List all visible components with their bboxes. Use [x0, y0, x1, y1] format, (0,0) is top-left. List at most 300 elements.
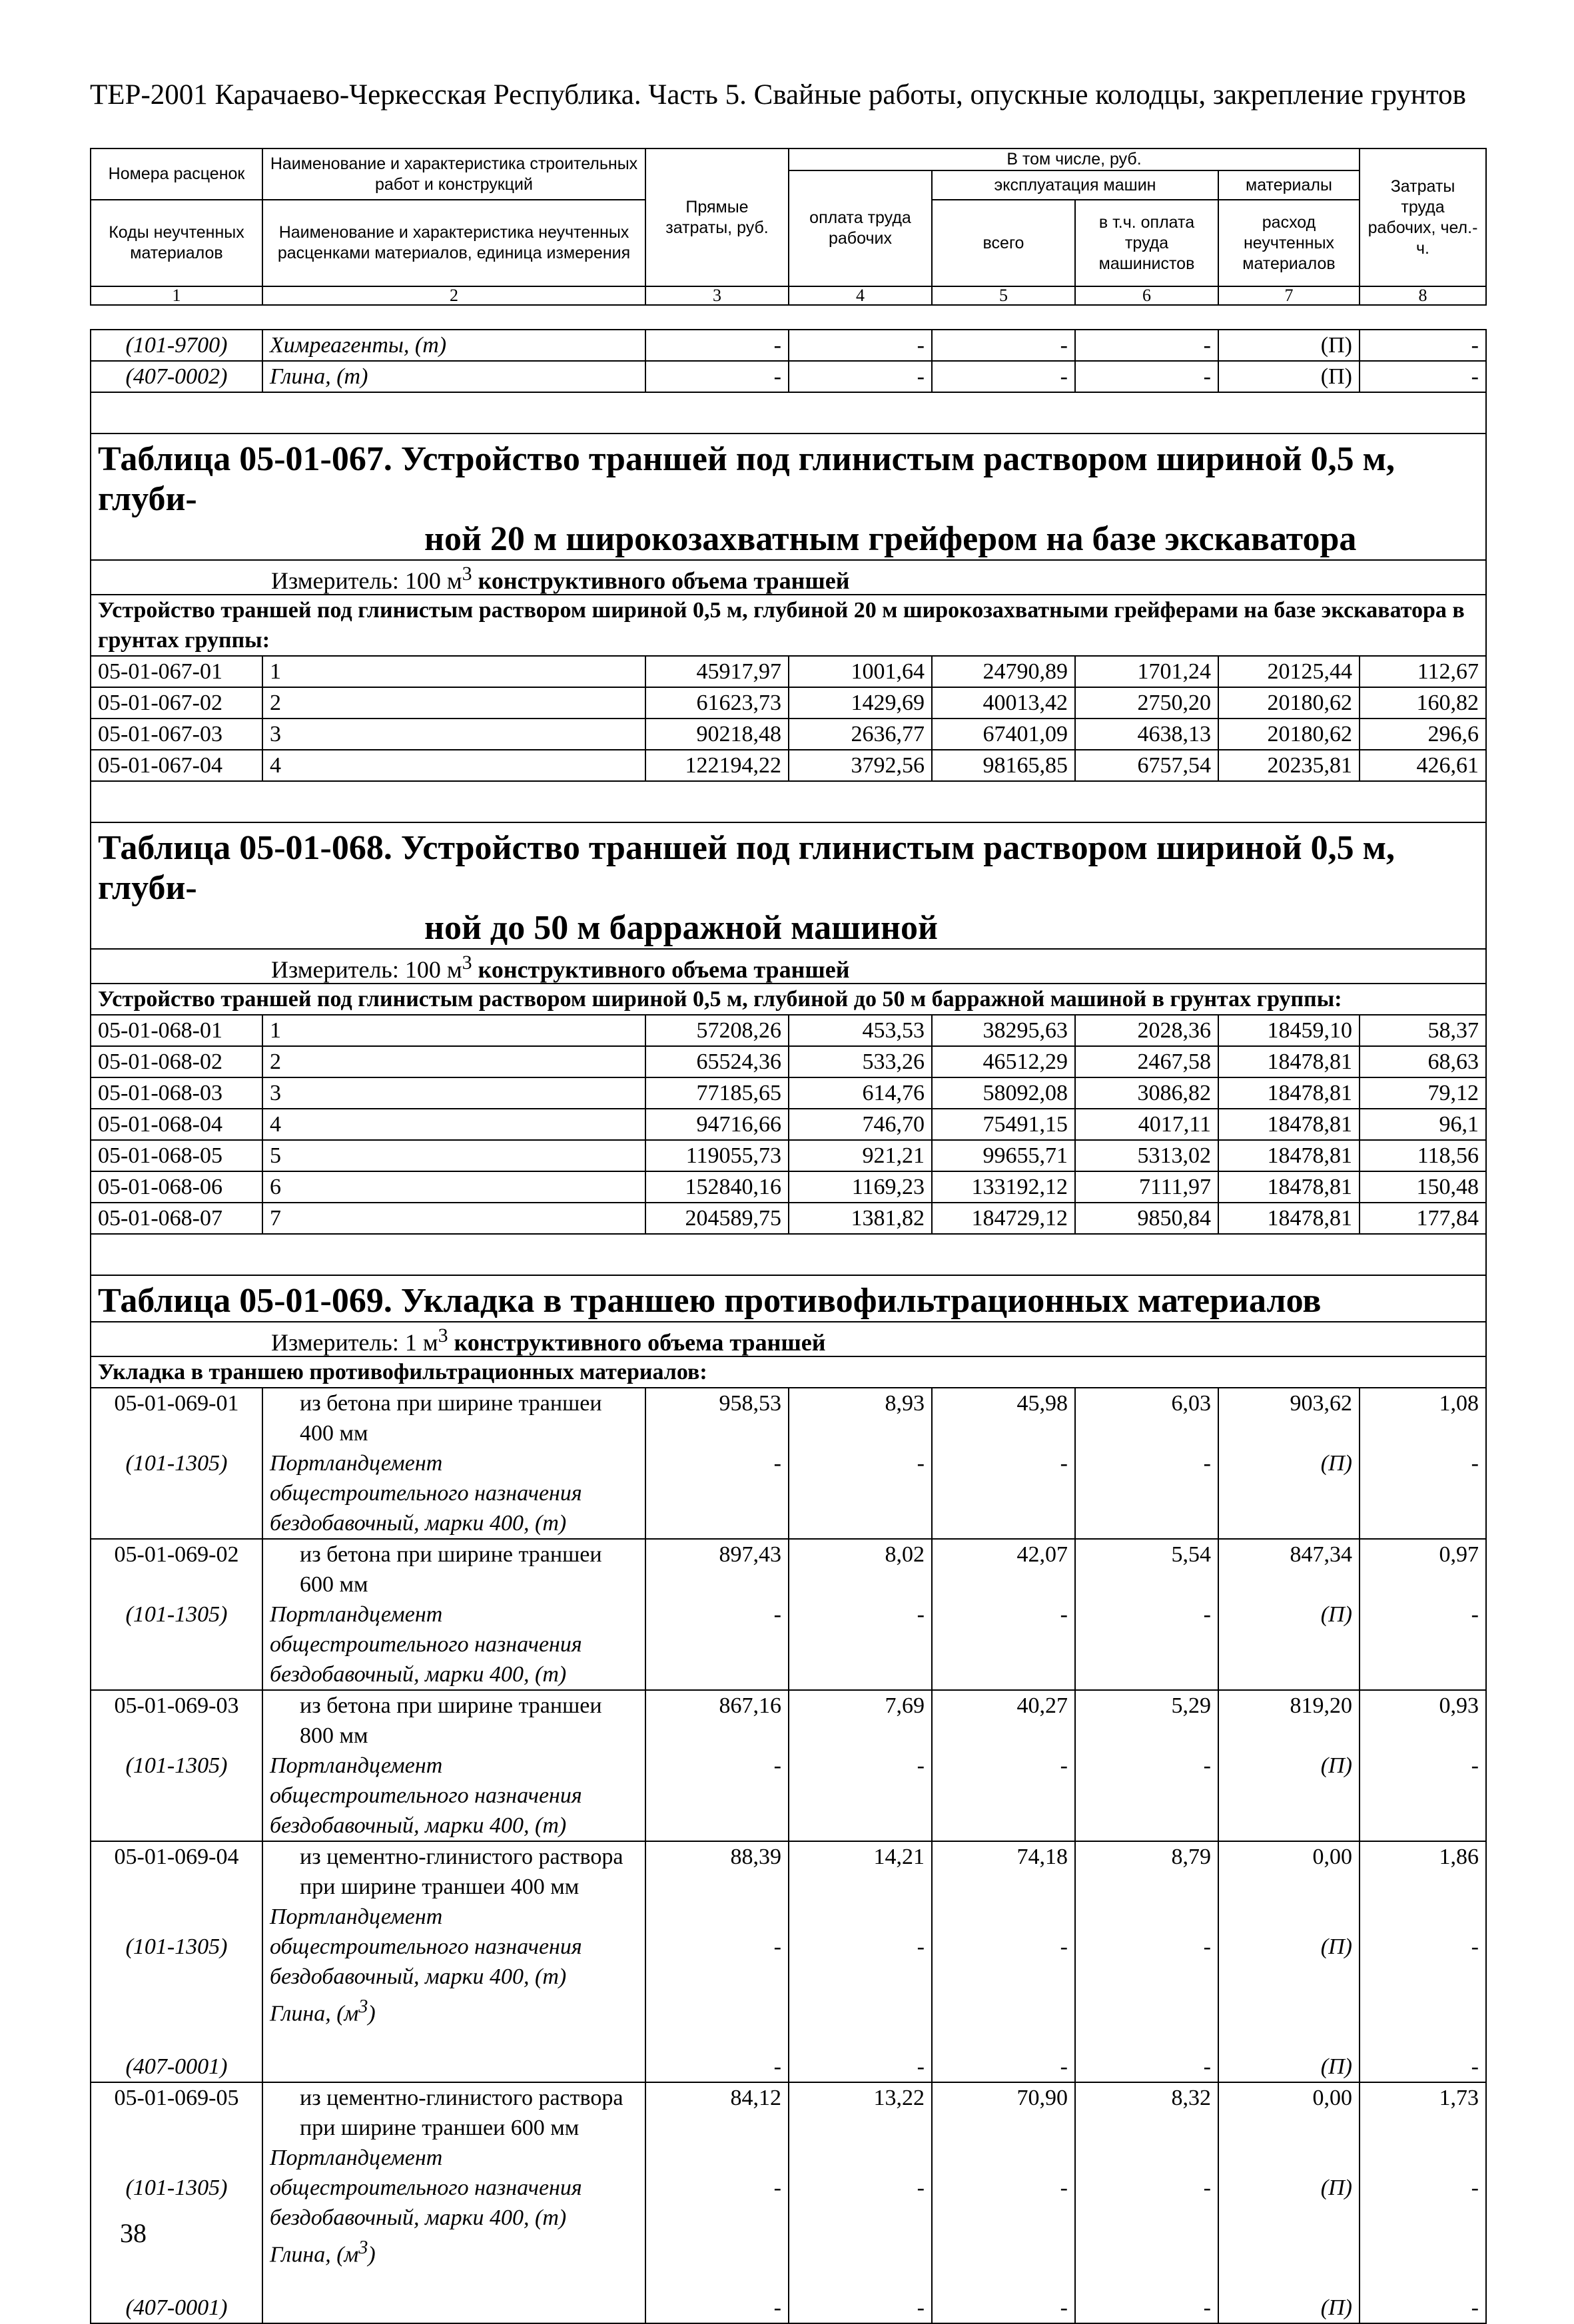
measure-prefix: Измеритель: 100 м	[271, 956, 462, 983]
dash: -	[1203, 2054, 1211, 2079]
value-cell: 20180,62	[1218, 719, 1360, 750]
table-row	[91, 2082, 1486, 2323]
value-cell	[645, 2082, 789, 2323]
value-cell: 746,70	[789, 1109, 932, 1140]
table-title-row	[91, 822, 1486, 949]
work-name: из бетона при ширине траншеи 600 мм	[300, 1542, 602, 1597]
value-cell: 177,84	[1360, 1203, 1486, 1234]
dash: -	[1203, 2176, 1211, 2200]
value: 88,39	[730, 1845, 781, 1869]
header-labor-cost: Затраты труда рабочих, чел.-ч.	[1360, 148, 1486, 286]
rates-table	[90, 329, 1487, 2324]
value-cell: 90218,48	[645, 719, 789, 750]
work-name: Химреагенты, (т)	[262, 330, 645, 361]
value-cell: -	[1075, 330, 1218, 361]
table-title-row	[91, 1275, 1486, 1322]
work-name: 6	[262, 1171, 645, 1203]
measure-exp: 3	[462, 952, 472, 974]
rate-code: (407-0002)	[91, 361, 262, 392]
header-materials-sub: расход неучтенных материалов	[1218, 200, 1360, 286]
value-cell: 98165,85	[932, 750, 1075, 781]
value-cell	[1075, 1539, 1218, 1690]
table-row	[91, 1203, 1486, 1234]
value: 6,03	[1171, 1391, 1211, 1416]
dash: -	[1060, 2295, 1068, 2320]
value-cell: 57208,26	[645, 1015, 789, 1046]
material-name: Портландцемент общестроительного назначения бездобавочный, марки 400, (т)	[270, 2146, 582, 2230]
work-name: из цементно-глинистого раствора при ширине траншеи 600 мм	[300, 2086, 623, 2140]
work-name: 2	[262, 687, 645, 719]
measure-row-cell	[91, 560, 1486, 595]
measure-exp: 3	[438, 1324, 448, 1346]
value-cell: 45917,97	[645, 656, 789, 687]
value-cell: 18478,81	[1218, 1046, 1360, 1077]
spacer	[91, 781, 1486, 822]
dash: -	[1471, 1753, 1479, 1778]
table-row	[91, 1046, 1486, 1077]
value-cell: 9850,84	[1075, 1203, 1218, 1234]
material-name: Портландцемент общестроительного назначения бездобавочный, марки 400, (т)	[270, 1753, 582, 1838]
value-cell: 1001,64	[789, 656, 932, 687]
rate-code: 05-01-068-07	[91, 1203, 262, 1234]
table-row	[91, 1539, 1486, 1690]
work-name: 5	[262, 1140, 645, 1171]
value: 8,02	[885, 1542, 925, 1567]
value-cell: 20235,81	[1218, 750, 1360, 781]
header-machines-total: всего	[932, 200, 1075, 286]
value-cell: 1701,24	[1075, 656, 1218, 687]
value-cell: 133192,12	[932, 1171, 1075, 1203]
value-cell: 160,82	[1360, 687, 1486, 719]
measure-row	[91, 949, 1486, 984]
value: 70,90	[1016, 2086, 1068, 2110]
value-cell: 79,12	[1360, 1077, 1486, 1109]
value: 0,93	[1439, 1693, 1479, 1718]
header-col2-top: Наименование и характеристика строительных работ и конструкций	[262, 148, 645, 200]
rate-code: 05-01-067-04	[91, 750, 262, 781]
value-cell: 296,6	[1360, 719, 1486, 750]
header-materials: материалы	[1218, 170, 1360, 200]
work-name: 2	[262, 1046, 645, 1077]
value: 8,32	[1171, 2086, 1211, 2110]
value: 5,29	[1171, 1693, 1211, 1718]
value: 40,27	[1016, 1693, 1068, 1718]
value-cell: (П)	[1218, 330, 1360, 361]
rate-code-cell	[91, 1539, 262, 1690]
material-code: (101-1305)	[125, 1934, 228, 1959]
value-cell: 61623,73	[645, 687, 789, 719]
value: 958,53	[719, 1391, 781, 1416]
value-cell: -	[1360, 361, 1486, 392]
measure-row	[91, 1322, 1486, 1356]
work-name-cell	[262, 1841, 645, 2082]
value-cell: 18478,81	[1218, 1140, 1360, 1171]
dash: -	[1471, 1451, 1479, 1476]
clay-prefix: Глина, (м	[270, 2242, 359, 2267]
measure-unit	[98, 1322, 1479, 1356]
measure-suffix: конструктивного объема траншей	[448, 1329, 826, 1356]
header-col2-bottom: Наименование и характеристика неучтенных расценками материалов, единица измерения	[262, 200, 645, 286]
table-row	[91, 1140, 1486, 1171]
value-cell: 118,56	[1360, 1140, 1486, 1171]
value-cell: 18459,10	[1218, 1015, 1360, 1046]
value-cell: 18478,81	[1218, 1109, 1360, 1140]
group-intro-row	[91, 1356, 1486, 1388]
table-title-row-cell	[91, 1275, 1486, 1322]
value-cell	[932, 1690, 1075, 1841]
value-cell	[932, 2082, 1075, 2323]
value-cell: 614,76	[789, 1077, 932, 1109]
material-code: (101-1305)	[125, 1451, 228, 1476]
rate-code: 05-01-068-05	[91, 1140, 262, 1171]
table-row	[91, 361, 1486, 392]
measure-row-cell	[91, 949, 1486, 984]
material-p: (П)	[1320, 2295, 1352, 2320]
dash: -	[1060, 2054, 1068, 2079]
table-row	[91, 1841, 1486, 2082]
spacer-cell	[91, 392, 1486, 434]
table-row	[91, 1109, 1486, 1140]
value-cell	[1360, 1690, 1486, 1841]
column-number: 5	[932, 286, 1075, 305]
dash: -	[1471, 2054, 1479, 2079]
dash: -	[1060, 1753, 1068, 1778]
value-cell: 921,21	[789, 1140, 932, 1171]
value-cell: 204589,75	[645, 1203, 789, 1234]
header-col1-top: Номера расценок	[91, 148, 262, 200]
value-cell: 18478,81	[1218, 1077, 1360, 1109]
group-intro-row	[91, 595, 1486, 656]
table-row	[91, 719, 1486, 750]
table-row	[91, 687, 1486, 719]
value: 1,86	[1439, 1845, 1479, 1869]
value: 0,00	[1312, 1845, 1352, 1869]
value-cell: 426,61	[1360, 750, 1486, 781]
value-cell	[1075, 1690, 1218, 1841]
material-code: (407-0001)	[125, 2295, 228, 2320]
header-direct-costs: Прямые затраты, руб.	[645, 148, 789, 286]
value: 74,18	[1016, 1845, 1068, 1869]
value-cell	[789, 1841, 932, 2082]
dash: -	[1060, 1934, 1068, 1959]
value-cell: 2750,20	[1075, 687, 1218, 719]
dash: -	[917, 2176, 925, 2200]
clay-suffix: )	[368, 2242, 376, 2267]
dash: -	[1471, 1934, 1479, 1959]
value-cell	[1360, 1388, 1486, 1539]
material-p: (П)	[1320, 2054, 1352, 2079]
value-cell: 67401,09	[932, 719, 1075, 750]
measure-suffix: конструктивного объема траншей	[472, 956, 850, 983]
value-cell	[789, 1388, 932, 1539]
value-cell: 77185,65	[645, 1077, 789, 1109]
header-labor-pay: оплата труда рабочих	[789, 170, 932, 286]
value-cell	[1218, 1841, 1360, 2082]
value-cell: 533,26	[789, 1046, 932, 1077]
value-cell	[932, 1539, 1075, 1690]
value-cell: 75491,15	[932, 1109, 1075, 1140]
dash: -	[773, 1602, 781, 1627]
work-name-cell	[262, 2082, 645, 2323]
spacer-cell	[91, 781, 1486, 822]
work-name: из бетона при ширине траншеи 400 мм	[300, 1391, 602, 1446]
header-including: В том числе, руб.	[789, 148, 1360, 170]
table-row	[91, 330, 1486, 361]
work-name: 3	[262, 719, 645, 750]
rate-code-cell	[91, 1690, 262, 1841]
dash: -	[917, 2295, 925, 2320]
value: 0,97	[1439, 1542, 1479, 1567]
rate-code: (101-9700)	[91, 330, 262, 361]
value-cell: 94716,66	[645, 1109, 789, 1140]
rate-code: 05-01-068-02	[91, 1046, 262, 1077]
value: 0,00	[1312, 2086, 1352, 2110]
value: 45,98	[1016, 1391, 1068, 1416]
dash: -	[917, 1934, 925, 1959]
table-title-cont: ной до 50 м барражной машиной	[424, 909, 938, 947]
dash: -	[1203, 1451, 1211, 1476]
measure-unit	[98, 561, 1479, 594]
value-cell	[1218, 1690, 1360, 1841]
column-number: 1	[91, 286, 262, 305]
rate-code-cell	[91, 1841, 262, 2082]
material-p: (П)	[1320, 2176, 1352, 2200]
material-name: Портландцемент общестроительного назначения бездобавочный, марки 400, (т)	[270, 1904, 582, 1989]
value-cell: 1381,82	[789, 1203, 932, 1234]
column-number: 3	[645, 286, 789, 305]
value: 8,93	[885, 1391, 925, 1416]
material-code: (407-0001)	[125, 2054, 228, 2079]
dash: -	[773, 1934, 781, 1959]
value-cell: 2636,77	[789, 719, 932, 750]
value-cell: 122194,22	[645, 750, 789, 781]
value-cell: 18478,81	[1218, 1171, 1360, 1203]
work-name: 4	[262, 1109, 645, 1140]
work-name-cell	[262, 1388, 645, 1539]
value-cell	[789, 2082, 932, 2323]
value-cell: 1169,23	[789, 1171, 932, 1203]
work-name-cell	[262, 1690, 645, 1841]
measure-exp: 3	[462, 563, 472, 585]
rate-code: 05-01-069-03	[114, 1693, 239, 1718]
page-header: ТЕР-2001 Карачаево-Черкесская Республика. Часть 5. Свайные работы, опускные колодцы, закрепление грунтов	[90, 79, 1466, 111]
rate-code: 05-01-069-01	[114, 1391, 239, 1416]
value: 7,69	[885, 1693, 925, 1718]
table-row	[91, 656, 1486, 687]
value-cell	[1218, 1388, 1360, 1539]
value-cell: 119055,73	[645, 1140, 789, 1171]
value-cell: 46512,29	[932, 1046, 1075, 1077]
measure-prefix: Измеритель: 1 м	[271, 1329, 438, 1356]
rate-code: 05-01-069-05	[114, 2086, 239, 2110]
material-p: (П)	[1320, 1451, 1352, 1476]
column-number: 8	[1360, 286, 1486, 305]
table-title-row-cell	[91, 434, 1486, 560]
material-name: Портландцемент общестроительного назначения бездобавочный, марки 400, (т)	[270, 1602, 582, 1687]
group-intro: Устройство траншей под глинистым раствором шириной 0,5 м, глубиной 20 м широкозахватными грейферами на базе экскаватора в грунтах группы:	[91, 595, 1486, 656]
value-cell: 58,37	[1360, 1015, 1486, 1046]
value-cell: 2467,58	[1075, 1046, 1218, 1077]
clay-prefix: Глина, (м	[270, 2001, 359, 2026]
value-cell	[1360, 1539, 1486, 1690]
rate-code: 05-01-069-02	[114, 1542, 239, 1567]
column-number: 4	[789, 286, 932, 305]
table-title-cont: ной 20 м широкозахватным грейфером на базе экскаватора	[424, 520, 1357, 558]
value-cell	[932, 1841, 1075, 2082]
value-cell: -	[1360, 330, 1486, 361]
value-cell: 6757,54	[1075, 750, 1218, 781]
dash: -	[773, 1753, 781, 1778]
material-name-clay	[270, 1992, 638, 2028]
value-cell: -	[1075, 361, 1218, 392]
value-cell: 58092,08	[932, 1077, 1075, 1109]
column-number: 7	[1218, 286, 1360, 305]
value: 42,07	[1016, 1542, 1068, 1567]
value-cell: 96,1	[1360, 1109, 1486, 1140]
material-code: (101-1305)	[125, 1602, 228, 1627]
value-cell: -	[645, 330, 789, 361]
dash: -	[773, 2054, 781, 2079]
value-cell	[789, 1690, 932, 1841]
column-number: 6	[1075, 286, 1218, 305]
value-cell: 5313,02	[1075, 1140, 1218, 1171]
value-cell: 1429,69	[789, 687, 932, 719]
work-name: 1	[262, 656, 645, 687]
value-cell: 7111,97	[1075, 1171, 1218, 1203]
measure-row-cell	[91, 1322, 1486, 1356]
value-cell: -	[932, 330, 1075, 361]
value-cell: (П)	[1218, 361, 1360, 392]
value-cell: 68,63	[1360, 1046, 1486, 1077]
dash: -	[1471, 2176, 1479, 2200]
dash: -	[917, 2054, 925, 2079]
work-name: 7	[262, 1203, 645, 1234]
table-row	[91, 1171, 1486, 1203]
work-name: из цементно-глинистого раствора при ширине траншеи 400 мм	[300, 1845, 623, 1899]
value-cell	[932, 1388, 1075, 1539]
value-cell: 3792,56	[789, 750, 932, 781]
material-p: (П)	[1320, 1934, 1352, 1959]
dash: -	[1203, 1602, 1211, 1627]
value: 847,34	[1290, 1542, 1352, 1567]
table-title: Таблица 05-01-068. Устройство траншей под глинистым раствором шириной 0,5 м, глуби-	[98, 829, 1395, 907]
value-cell	[1360, 1841, 1486, 2082]
table-row	[91, 750, 1486, 781]
material-name-clay	[270, 2233, 638, 2269]
dash: -	[1203, 1753, 1211, 1778]
table-title-row-cell	[91, 822, 1486, 949]
value-cell: 2028,36	[1075, 1015, 1218, 1046]
table-row	[91, 1015, 1486, 1046]
value-cell: 20125,44	[1218, 656, 1360, 687]
value: 1,08	[1439, 1391, 1479, 1416]
value: 84,12	[730, 2086, 781, 2110]
dash: -	[1060, 1602, 1068, 1627]
value: 819,20	[1290, 1693, 1352, 1718]
value-cell: 453,53	[789, 1015, 932, 1046]
rate-code: 05-01-068-03	[91, 1077, 262, 1109]
value-cell: 112,67	[1360, 656, 1486, 687]
material-code: (101-1305)	[125, 1753, 228, 1778]
rate-code: 05-01-067-02	[91, 687, 262, 719]
column-number: 2	[262, 286, 645, 305]
spacer	[91, 392, 1486, 434]
clay-suffix: )	[368, 2001, 376, 2026]
value-cell: 18478,81	[1218, 1203, 1360, 1234]
dash: -	[773, 2295, 781, 2320]
work-name: из бетона при ширине траншеи 800 мм	[300, 1693, 602, 1748]
value-cell: 4638,13	[1075, 719, 1218, 750]
work-name: Глина, (т)	[262, 361, 645, 392]
material-p: (П)	[1320, 1602, 1352, 1627]
table-title: Таблица 05-01-069. Укладка в траншею противофильтрационных материалов	[98, 1282, 1322, 1320]
dash: -	[917, 1451, 925, 1476]
dash: -	[1203, 2295, 1211, 2320]
dash: -	[773, 1451, 781, 1476]
value-cell: -	[789, 330, 932, 361]
rate-code: 05-01-068-01	[91, 1015, 262, 1046]
value-cell	[645, 1388, 789, 1539]
value-cell: 20180,62	[1218, 687, 1360, 719]
rate-code: 05-01-067-01	[91, 656, 262, 687]
value-cell	[1075, 1388, 1218, 1539]
value-cell: -	[645, 361, 789, 392]
dash: -	[1471, 1602, 1479, 1627]
material-p: (П)	[1320, 1753, 1352, 1778]
material-code: (101-1305)	[125, 2176, 228, 2200]
work-name: 4	[262, 750, 645, 781]
page-number: 38	[120, 2218, 147, 2248]
rate-code-cell	[91, 2082, 262, 2323]
value-cell: 24790,89	[932, 656, 1075, 687]
dash: -	[1203, 1934, 1211, 1959]
clay-exp: 3	[358, 1996, 368, 2017]
table-title-row	[91, 434, 1486, 560]
material-name: Портландцемент общестроительного назначения бездобавочный, марки 400, (т)	[270, 1451, 582, 1536]
dash: -	[1060, 2176, 1068, 2200]
value-cell	[1218, 2082, 1360, 2323]
value-cell: -	[789, 361, 932, 392]
value-cell	[645, 1841, 789, 2082]
group-intro: Укладка в траншею противофильтрационных материалов:	[91, 1356, 1486, 1388]
table-title: Таблица 05-01-067. Устройство траншей под глинистым раствором шириной 0,5 м, глуби-	[98, 440, 1395, 518]
measure-row	[91, 560, 1486, 595]
value: 903,62	[1290, 1391, 1352, 1416]
value-cell: 152840,16	[645, 1171, 789, 1203]
rate-code: 05-01-067-03	[91, 719, 262, 750]
value-cell: 184729,12	[932, 1203, 1075, 1234]
value-cell: 65524,36	[645, 1046, 789, 1077]
value-cell: 150,48	[1360, 1171, 1486, 1203]
dash: -	[773, 2176, 781, 2200]
group-intro-row	[91, 984, 1486, 1015]
rate-code-cell	[91, 1388, 262, 1539]
column-header-table	[90, 148, 1487, 306]
spacer	[91, 1234, 1486, 1275]
work-name: 1	[262, 1015, 645, 1046]
value-cell	[1218, 1539, 1360, 1690]
group-intro: Устройство траншей под глинистым раствором шириной 0,5 м, глубиной до 50 м барражной машиной в грунтах группы:	[91, 984, 1486, 1015]
value-cell	[789, 1539, 932, 1690]
value-cell: -	[932, 361, 1075, 392]
measure-suffix: конструктивного объема траншей	[472, 567, 850, 594]
spacer-cell	[91, 1234, 1486, 1275]
measure-prefix: Измеритель: 100 м	[271, 567, 462, 594]
dash: -	[917, 1602, 925, 1627]
table-row	[91, 1077, 1486, 1109]
value: 14,21	[873, 1845, 925, 1869]
rate-code: 05-01-068-04	[91, 1109, 262, 1140]
